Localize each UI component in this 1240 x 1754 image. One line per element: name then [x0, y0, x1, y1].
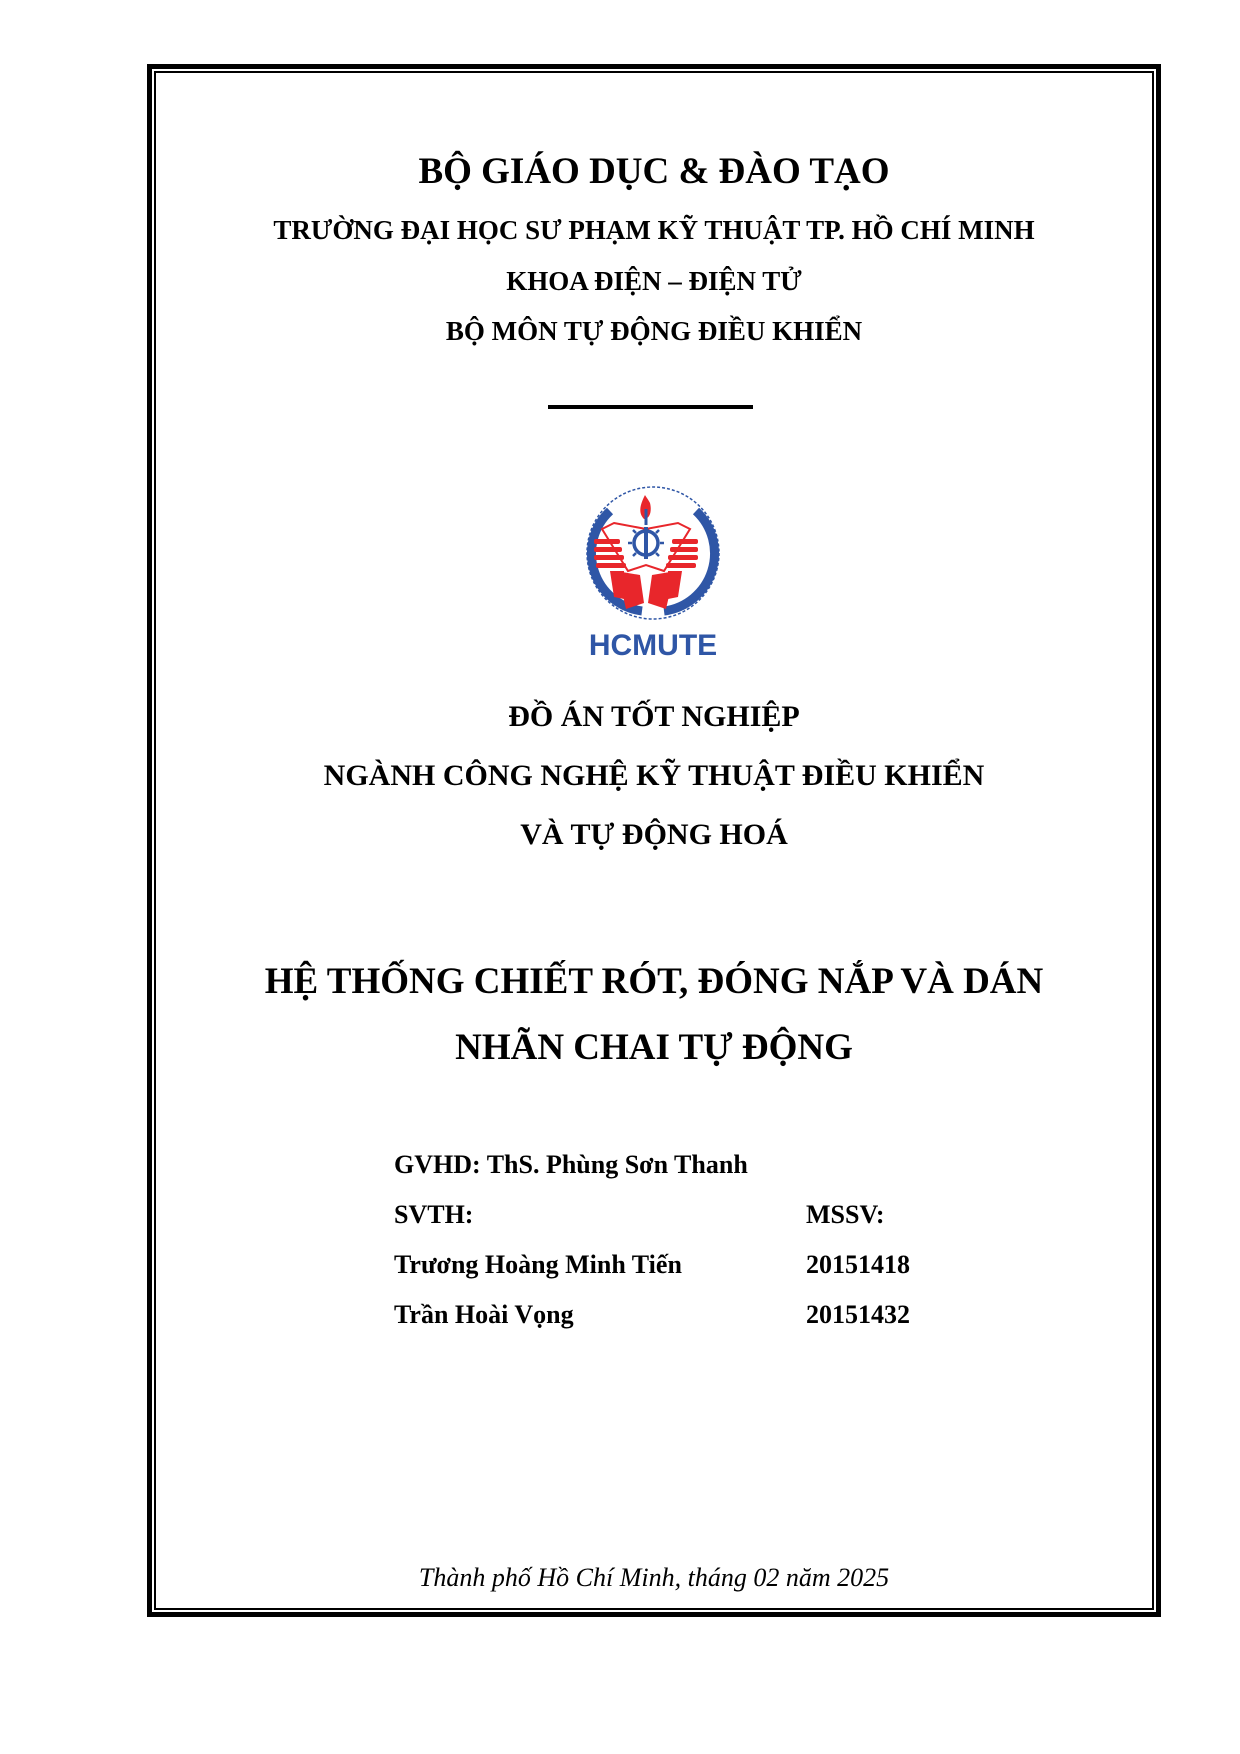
hcmute-emblem-icon: [580, 483, 730, 668]
student-name: Trần Hoài Vọng: [394, 1300, 574, 1329]
logo-text: HCMUTE: [588, 629, 718, 662]
major-heading-line1: NGÀNH CÔNG NGHỆ KỸ THUẬT ĐIỀU KHIỂN: [323, 759, 985, 792]
thesis-title-line2: NHÃN CHAI TỰ ĐỘNG: [455, 1027, 853, 1068]
student-id-label: MSSV:: [806, 1200, 885, 1229]
student-id: 20151418: [806, 1250, 910, 1279]
university-heading: TRƯỜNG ĐẠI HỌC SƯ PHẠM KỸ THUẬT TP. HỒ CHÍ MINH: [273, 215, 1035, 245]
student-name: Trương Hoàng Minh Tiến: [394, 1250, 682, 1279]
university-logo: [580, 483, 730, 668]
major-heading-line2: VÀ TỰ ĐỘNG HOÁ: [520, 818, 788, 851]
header-divider: [548, 405, 753, 409]
department-heading: BỘ MÔN TỰ ĐỘNG ĐIỀU KHIỂN: [445, 316, 863, 346]
student-id: 20151432: [806, 1300, 910, 1329]
thesis-title-line1: HỆ THỐNG CHIẾT RÓT, ĐÓNG NẮP VÀ DÁN: [264, 961, 1044, 1002]
ministry-heading: BỘ GIÁO DỤC & ĐÀO TẠO: [418, 151, 890, 192]
advisor-label: GVHD: ThS. Phùng Sơn Thanh: [394, 1150, 748, 1179]
faculty-heading: KHOA ĐIỆN – ĐIỆN TỬ: [506, 266, 802, 296]
students-label: SVTH:: [394, 1200, 474, 1229]
project-type-heading: ĐỒ ÁN TỐT NGHIỆP: [508, 700, 800, 733]
place-date: Thành phố Hồ Chí Minh, tháng 02 năm 2025: [418, 1563, 890, 1592]
